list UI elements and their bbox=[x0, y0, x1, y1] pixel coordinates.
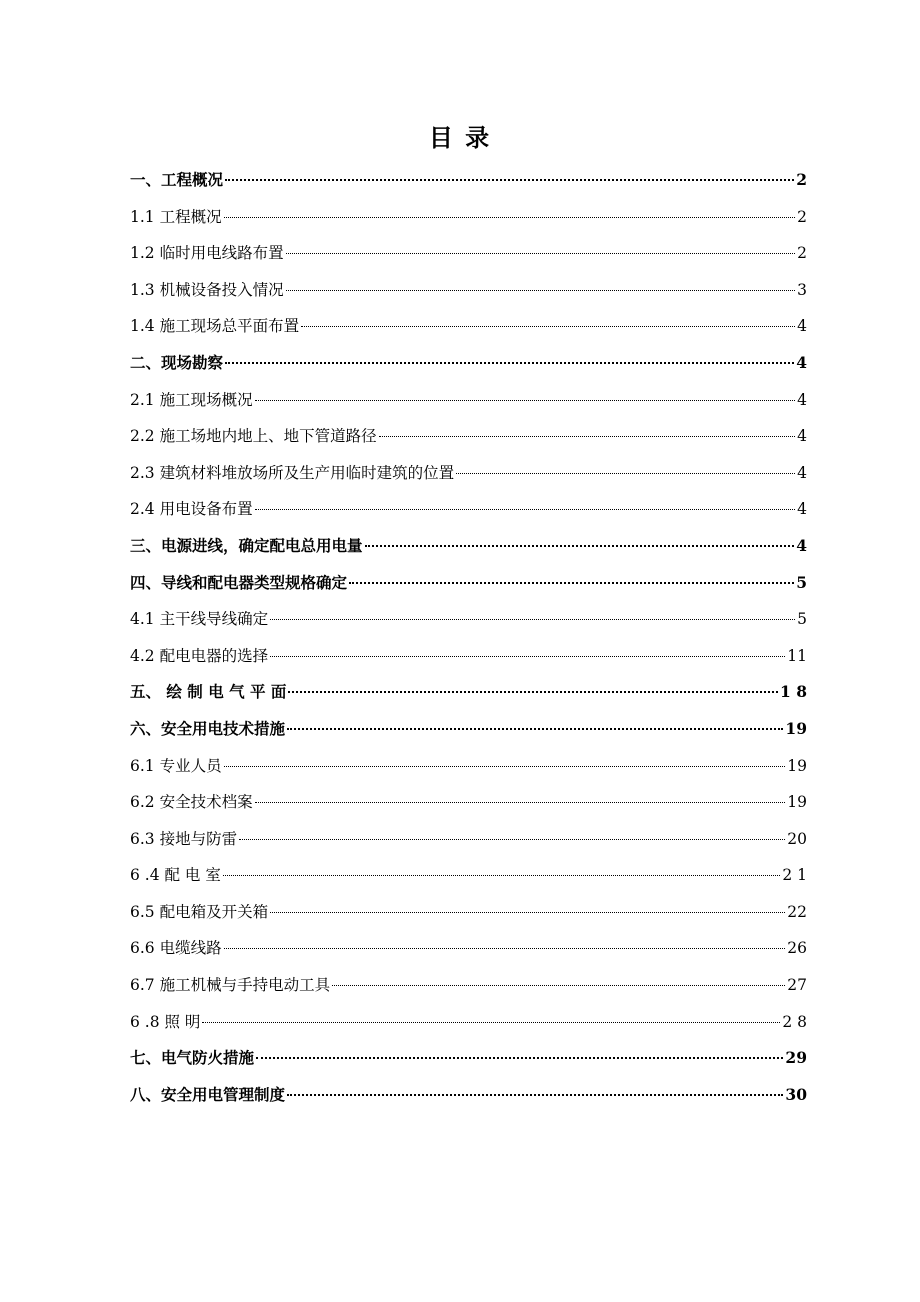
toc-dot-leader bbox=[270, 656, 785, 657]
toc-entry-text: 1.4 施工现场总平面布置 bbox=[130, 317, 300, 336]
toc-dot-leader bbox=[287, 1094, 783, 1096]
table-of-contents bbox=[130, 162, 807, 1113]
toc-page-number: 4 bbox=[797, 317, 807, 336]
toc-dot-leader bbox=[379, 436, 796, 437]
toc-entry-text: 6 .8 照 明 bbox=[130, 1012, 201, 1031]
toc-entry-text: 1.3 机械设备投入情况 bbox=[130, 280, 284, 299]
toc-dot-leader bbox=[224, 948, 786, 949]
toc-dot-leader bbox=[332, 985, 785, 986]
toc-dot-leader bbox=[255, 509, 796, 510]
toc-page-number: 4 bbox=[797, 390, 807, 409]
toc-entry-text: 6.7 施工机械与手持电动工具 bbox=[130, 976, 331, 995]
toc-entry-text: 2.2 施工场地内地上、地下管道路径 bbox=[130, 427, 377, 446]
toc-section-entry[interactable] bbox=[130, 748, 807, 785]
toc-dot-leader bbox=[255, 400, 796, 401]
toc-section-entry[interactable] bbox=[130, 1004, 807, 1041]
toc-page-number: 30 bbox=[785, 1084, 807, 1104]
toc-dot-leader bbox=[225, 179, 794, 181]
toc-dot-leader bbox=[223, 875, 780, 876]
toc-page-number: 4 bbox=[797, 427, 807, 446]
toc-entry-text: 2.4 用电设备布置 bbox=[130, 500, 253, 519]
toc-page-number: 4 bbox=[797, 463, 807, 482]
toc-section-entry[interactable] bbox=[130, 308, 807, 345]
toc-dot-leader bbox=[202, 1022, 780, 1023]
toc-page-number: 11 bbox=[787, 646, 807, 665]
toc-chapter-entry[interactable] bbox=[130, 674, 807, 711]
toc-page-number: 3 bbox=[797, 280, 807, 299]
toc-page-number: 19 bbox=[785, 718, 807, 738]
toc-dot-leader bbox=[256, 1057, 783, 1059]
toc-entry-text: 四、导线和配电器类型规格确定 bbox=[130, 572, 348, 592]
toc-page-number: 20 bbox=[787, 829, 807, 848]
toc-dot-leader bbox=[349, 582, 794, 584]
toc-entry-text: 五、 绘 制 电 气 平 面 bbox=[130, 682, 287, 702]
toc-dot-leader bbox=[301, 326, 795, 327]
toc-section-entry[interactable] bbox=[130, 638, 807, 675]
toc-dot-leader bbox=[255, 802, 786, 803]
toc-section-entry[interactable] bbox=[130, 491, 807, 528]
toc-chapter-entry[interactable] bbox=[130, 162, 807, 199]
toc-page-number: 2 8 bbox=[782, 1012, 807, 1031]
toc-entry-text: 三、电源进线，确定配电总用电量 bbox=[130, 535, 363, 555]
toc-dot-leader bbox=[270, 619, 795, 620]
toc-entry-text: 6.1 专业人员 bbox=[130, 756, 222, 775]
toc-page-number: 2 bbox=[797, 207, 807, 226]
toc-dot-leader bbox=[239, 839, 785, 840]
toc-section-entry[interactable] bbox=[130, 272, 807, 309]
toc-section-entry[interactable] bbox=[130, 930, 807, 967]
toc-page-number: 2 1 bbox=[782, 866, 807, 885]
toc-chapter-entry[interactable] bbox=[130, 711, 807, 748]
toc-section-entry[interactable] bbox=[130, 382, 807, 419]
toc-section-entry[interactable] bbox=[130, 199, 807, 236]
toc-entry-text: 七、电气防火措施 bbox=[130, 1048, 255, 1068]
toc-entry-text: 6.2 安全技术档案 bbox=[130, 793, 253, 812]
toc-chapter-entry[interactable] bbox=[130, 1077, 807, 1114]
toc-entry-text: 4.2 配电电器的选择 bbox=[130, 646, 269, 665]
toc-chapter-entry[interactable] bbox=[130, 1040, 807, 1077]
toc-entry-text: 1.2 临时用电线路布置 bbox=[130, 244, 284, 263]
toc-entry-text: 4.1 主干线导线确定 bbox=[130, 610, 269, 629]
toc-section-entry[interactable] bbox=[130, 821, 807, 858]
toc-page-number: 4 bbox=[797, 500, 807, 519]
toc-section-entry[interactable] bbox=[130, 418, 807, 455]
toc-dot-leader bbox=[286, 253, 796, 254]
toc-entry-text: 一、工程概况 bbox=[130, 170, 224, 189]
toc-dot-leader bbox=[270, 912, 785, 913]
toc-entry-text: 1.1 工程概况 bbox=[130, 207, 222, 226]
toc-dot-leader bbox=[287, 728, 783, 730]
toc-page-number: 5 bbox=[796, 572, 807, 592]
toc-dot-leader bbox=[286, 290, 796, 291]
toc-title: 目 录 bbox=[428, 123, 492, 152]
toc-chapter-entry[interactable] bbox=[130, 345, 807, 382]
toc-chapter-entry[interactable] bbox=[130, 565, 807, 602]
toc-section-entry[interactable] bbox=[130, 857, 807, 894]
toc-entry-text: 六、安全用电技术措施 bbox=[130, 718, 286, 738]
toc-entry-text: 2.3 建筑材料堆放场所及生产用临时建筑的位置 bbox=[130, 463, 455, 482]
toc-entry-text: 八、安全用电管理制度 bbox=[130, 1084, 286, 1104]
toc-page-number: 4 bbox=[796, 352, 807, 372]
toc-dot-leader bbox=[224, 217, 796, 218]
toc-dot-leader bbox=[456, 473, 795, 474]
toc-entry-text: 6.6 电缆线路 bbox=[130, 939, 222, 958]
toc-entry-text: 2.1 施工现场概况 bbox=[130, 390, 253, 409]
toc-chapter-entry[interactable] bbox=[130, 528, 807, 565]
toc-dot-leader bbox=[365, 545, 795, 547]
toc-page-number: 4 bbox=[796, 535, 807, 555]
toc-page-number: 26 bbox=[787, 939, 807, 958]
toc-section-entry[interactable] bbox=[130, 455, 807, 492]
toc-section-entry[interactable] bbox=[130, 894, 807, 931]
toc-page-number: 1 8 bbox=[780, 682, 807, 702]
toc-dot-leader bbox=[225, 362, 794, 364]
toc-entry-text: 6.3 接地与防雷 bbox=[130, 829, 238, 848]
toc-page-number: 27 bbox=[787, 976, 807, 995]
toc-page-number: 2 bbox=[797, 244, 807, 263]
toc-entry-text: 6 .4 配 电 室 bbox=[130, 866, 221, 885]
toc-page-number: 22 bbox=[787, 902, 807, 921]
toc-dot-leader bbox=[224, 766, 786, 767]
toc-page-number: 19 bbox=[787, 793, 807, 812]
toc-page-number: 29 bbox=[785, 1048, 807, 1068]
toc-page-number: 2 bbox=[796, 170, 807, 189]
toc-section-entry[interactable] bbox=[130, 601, 807, 638]
toc-page-number: 5 bbox=[797, 610, 807, 629]
toc-entry-text: 6.5 配电箱及开关箱 bbox=[130, 902, 269, 921]
toc-dot-leader bbox=[288, 691, 778, 693]
toc-section-entry[interactable] bbox=[130, 967, 807, 1004]
toc-entry-text: 二、现场勘察 bbox=[130, 352, 224, 372]
toc-section-entry[interactable] bbox=[130, 784, 807, 821]
toc-page-number: 19 bbox=[787, 756, 807, 775]
toc-section-entry[interactable] bbox=[130, 235, 807, 272]
